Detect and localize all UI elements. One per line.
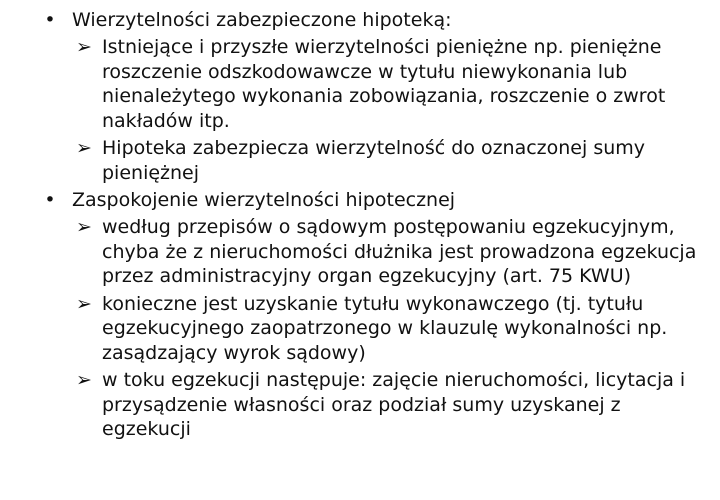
- sub-bullet-item: [40, 215, 700, 289]
- sub-bullet-item: [40, 292, 700, 366]
- arrow-bullet-icon: ➢: [76, 36, 92, 58]
- arrow-bullet-icon: ➢: [76, 216, 92, 238]
- sub-bullet-text: według przepisów o sądowym postępowaniu egzekucyjnym, chyba że z nieruchomości dłużnika jest prowadzona egzekucja przez administracyjny organ egzekucyjny (art. 75 KWU): [102, 216, 697, 287]
- bullet-icon: •: [44, 9, 56, 31]
- bullet-icon: •: [44, 189, 56, 211]
- bullet-group-2: [40, 188, 700, 442]
- sub-list: [40, 35, 700, 185]
- sub-bullet-text: w toku egzekucji następuje: zajęcie nieruchomości, licytacja i przysądzenie własności oraz podział sumy uzyskanej z egzekucji: [102, 369, 686, 440]
- arrow-bullet-icon: ➢: [76, 137, 92, 159]
- bullet-text: Zaspokojenie wierzytelności hipotecznej: [72, 189, 456, 211]
- sub-bullet-text: Hipoteka zabezpiecza wierzytelność do oznaczonej sumy pieniężnej: [102, 137, 646, 184]
- arrow-bullet-icon: ➢: [76, 292, 92, 315]
- bullet-group-1: [40, 8, 700, 185]
- sub-list: [40, 215, 700, 442]
- sub-bullet-item: [40, 368, 700, 442]
- sub-bullet-item: [40, 136, 700, 185]
- bullet-text: Wierzytelności zabezpieczone hipoteką:: [72, 9, 452, 31]
- bullet-item: [40, 188, 700, 213]
- bullet-item: [40, 8, 700, 33]
- sub-bullet-text: Istniejące i przyszłe wierzytelności pieniężne np. pieniężne roszczenie odszkodowawcze w tytułu niewykonania lub nienależytego wykonania zobowiązania, roszczenie o zwrot nakładów itp.: [102, 36, 666, 132]
- arrow-bullet-icon: ➢: [76, 369, 92, 391]
- sub-bullet-item: [40, 35, 700, 133]
- sub-bullet-text: konieczne jest uzyskanie tytułu wykonawczego (tj. tytułu egzekucyjnego zaopatrzonego w klauzulę wykonalności np. zasądzający wyrok sądowy): [102, 292, 668, 364]
